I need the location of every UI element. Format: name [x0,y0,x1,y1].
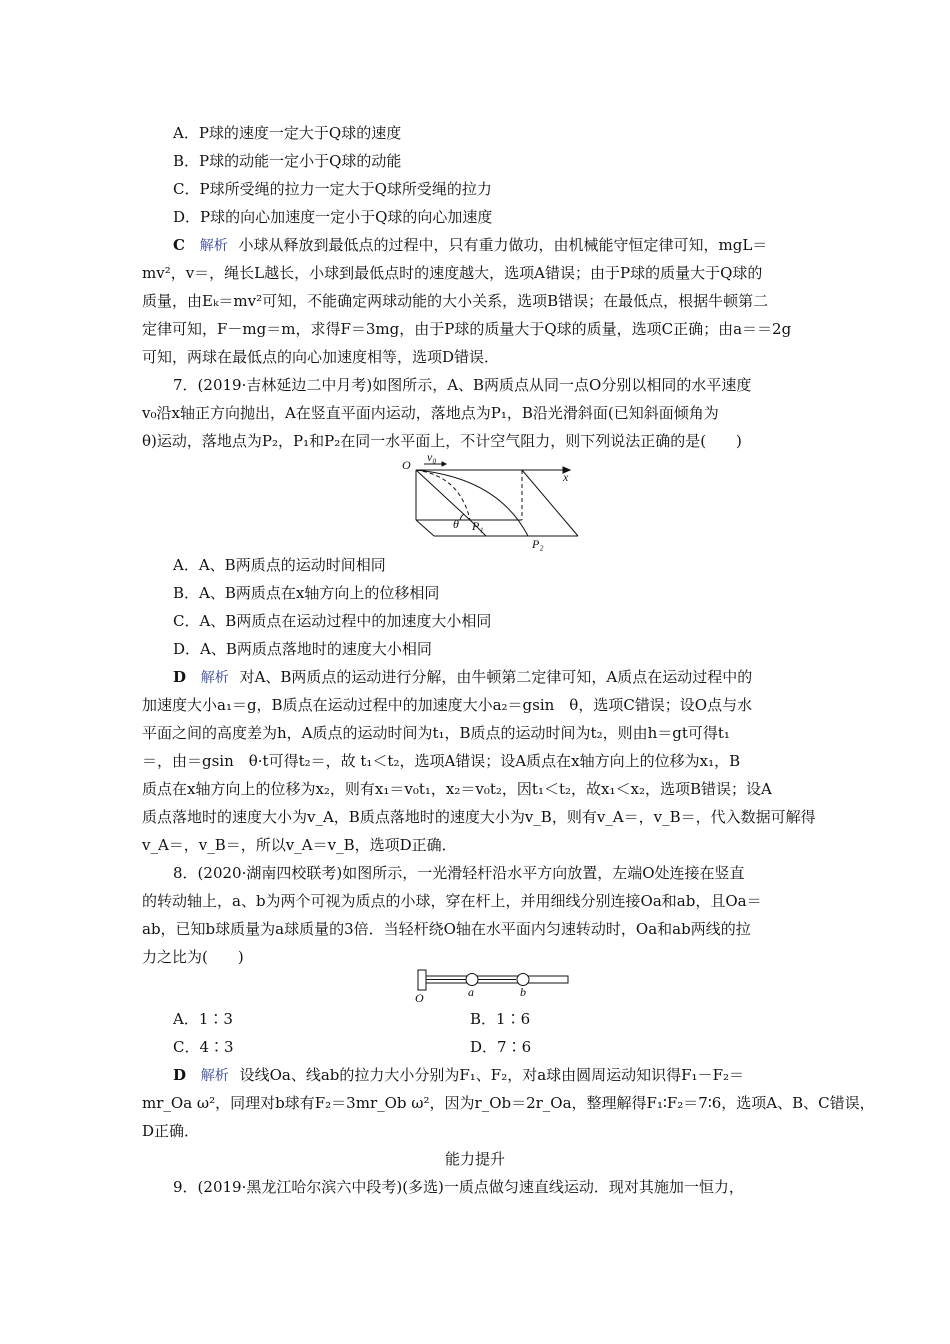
q7-stem-line: 7．(2019·吉林延边二中月考)如图所示，A、B两质点从同一点O分别以相同的水平速度 [173,376,752,394]
q7-solution-line: 质点落地时的速度大小为v_A，B质点落地时的速度大小为v_B，则有v_A＝，v_B＝，代入数据可解得 [142,808,816,826]
q7-label-theta: θ [453,517,459,531]
q6-answer: C [173,236,185,254]
q6-solution-first [173,234,767,257]
q7-stem-line: θ)运动，落地点为P₂，P₁和P₂在同一水平面上，不计空气阻力，则下列说法正确的是( ) [142,432,742,450]
q8-answer: D [173,1066,187,1084]
q8-figure [410,966,575,1006]
q7-option-c: C．A、B两质点在运动过程中的加速度大小相同 [173,612,492,630]
q7-option-a: A．A、B两质点的运动时间相同 [173,556,386,574]
q7-label-p1: P₁ [472,519,484,533]
q7-option-b: B．A、B两质点在x轴方向上的位移相同 [173,584,440,602]
q6-option-a: A．P球的速度一定大于Q球的速度 [173,124,402,142]
q7-jiexi-label: 解析 [200,670,229,686]
q8-stem-line: 8．(2020·湖南四校联考)如图所示，一光滑轻杆沿水平方向放置，左端O处连接在竖直 [173,864,745,882]
q8-label-b: b [520,985,526,999]
q7-solution-line: 质点在x轴方向上的位移为x₂，则有x₁＝v₀t₁，x₂＝v₀t₂，因t₁＜t₂，故x₁＜x₂，选项B错误；设A [142,780,772,798]
q7-solution-line: ＝，由＝gsin θ·t可得t₂＝，故 t₁＜t₂，选项A错误；设A质点在x轴方向上的位移为x₁，B [142,752,741,770]
q8-option-a: A．1∶3 [173,1010,233,1028]
q7-label-x: x [563,470,569,484]
q7-label-p2: P₂ [532,537,544,551]
q7-label-o: O [402,458,411,472]
q8-stem-line: 的转动轴上，a、b为两个可视为质点的小球，穿在杆上，并用细线分别连接Oa和ab，且Oa＝ [142,892,762,910]
q8-option-b: B．1∶6 [470,1010,531,1028]
q7-solution-text: 对A、B两质点的运动进行分解，由牛顿第二定律可知，A质点在运动过程中的 [239,668,753,686]
q6-option-b: B．P球的动能一定小于Q球的动能 [173,152,402,170]
q8-option-d: D．7∶6 [470,1038,532,1056]
q8-jiexi-label: 解析 [200,1068,229,1084]
q6-solution-line: 可知，两球在最低点的向心加速度相等，选项D错误． [142,348,500,366]
q6-jiexi-label: 解析 [199,238,228,254]
q6-solution-line: mv²，v＝，绳长L越长，小球到最低点时的速度越大，选项A错误；由于P球的质量大于Q球的 [142,264,763,282]
q7-solution-line: v_A＝，v_B＝，所以v_A＝v_B，选项D正确． [142,836,457,854]
q7-stem-line: v₀沿x轴正方向抛出，A在竖直平面内运动，落地点为P₁，B沿光滑斜面(已知斜面倾角为 [142,404,719,422]
q8-solution-line: mr_Oa ω²，同理对b球有F₂＝3mr_Ob ω²，因为r_Ob＝2r_Oa，整理解得F₁∶F₂＝7∶6，选项A、B、C错误， [142,1094,875,1112]
q9-stem-line: 9．(2019·黑龙江哈尔滨六中段考)(多选)一质点做匀速直线运动．现对其施加一恒力， [173,1178,744,1196]
q7-solution-line: 平面之间的高度差为h，A质点的运动时间为t₁，B质点的运动时间为t₂，则由h＝gt可得t₁ [142,724,730,742]
q7-solution-line: 加速度大小a₁＝g，B质点在运动过程中的加速度大小a₂＝gsin θ，选项C错误；设O点与水 [142,696,753,714]
q8-solution-text: 设线Oa、线ab的拉力大小分别为F₁、F₂，对a球由圆周运动知识得F₁－F₂＝ [239,1066,744,1084]
q6-option-d: D．P球的向心加速度一定小于Q球的向心加速度 [173,208,493,226]
q7-option-d: D．A、B两质点落地时的速度大小相同 [173,640,432,658]
q6-solution-line: 质量，由Eₖ＝mv²可知，不能确定两球动能的大小关系，选项B错误；在最低点，根据牛顿第二 [142,292,769,310]
q8-label-a: a [468,985,474,999]
q7-figure [398,452,598,552]
q7-label-v0: v₀ [427,450,437,464]
q6-option-c: C．P球所受绳的拉力一定大于Q球所受绳的拉力 [173,180,492,198]
q7-solution-first [173,666,752,689]
q6-solution-line: 定律可知，F－mg＝m，求得F＝3mg，由于P球的质量大于Q球的质量，选项C正确；由a＝＝2g [142,320,792,338]
q8-stem-line: 力之比为( ) [142,948,244,966]
q7-answer: D [173,668,187,686]
q6-solution-text: 小球从释放到最低点的过程中，只有重力做功，由机械能守恒定律可知，mgL＝ [238,236,768,254]
q8-label-o: O [415,991,424,1005]
q8-option-c: C．4∶3 [173,1038,234,1056]
q8-stem-line: ab，已知b球质量为a球质量的3倍．当轻杆绕O轴在水平面内匀速转动时，Oa和ab两线的拉 [142,920,751,938]
q8-solution-first [173,1064,744,1087]
q8-solution-line: D正确． [142,1122,200,1140]
section-title: 能力提升 [444,1150,505,1168]
